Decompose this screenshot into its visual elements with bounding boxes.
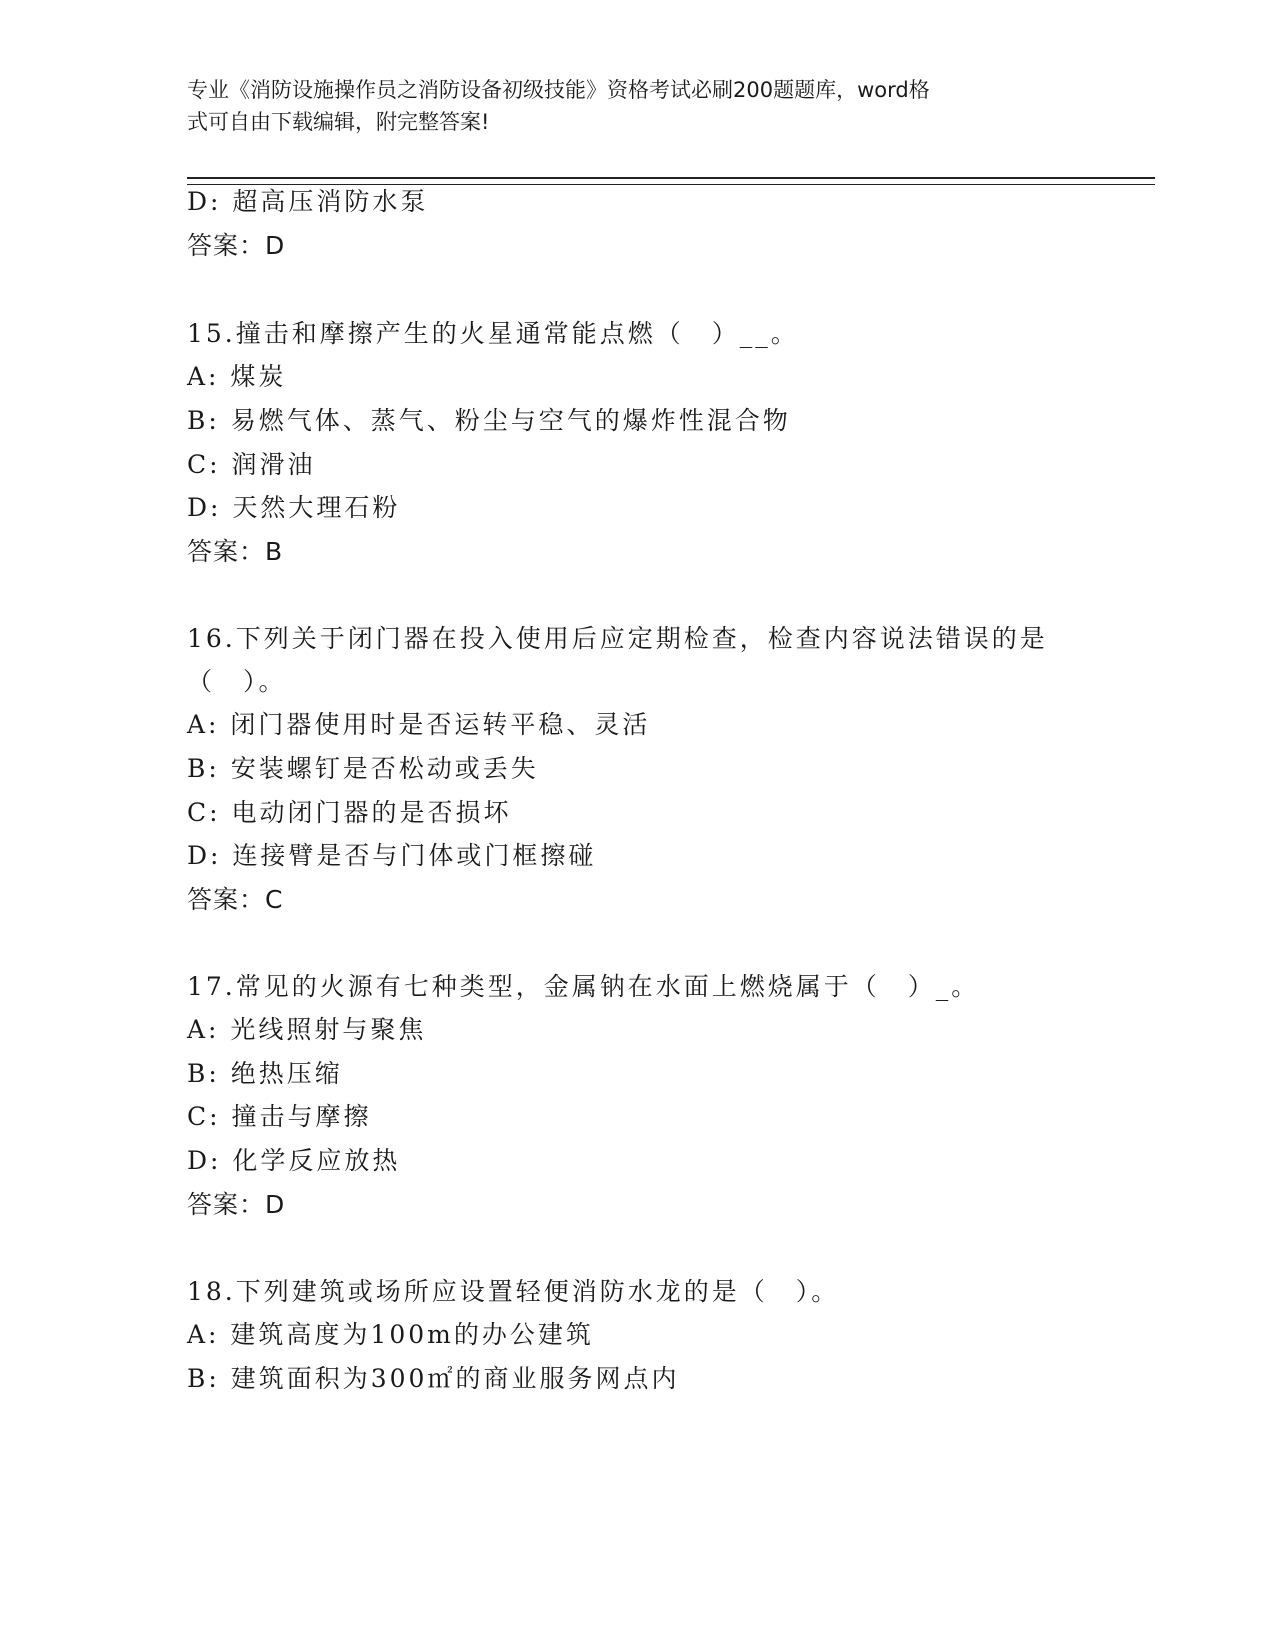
q14-answer: 答案：D bbox=[187, 231, 286, 260]
q16-question-line-1: 16.下列关于闭门器在投入使用后应定期检查，检查内容说法错误的是 bbox=[187, 624, 1048, 653]
q16-question-line-2: （ ）。 bbox=[187, 667, 287, 696]
q14-option-d: D: 超高压消防水泵 bbox=[187, 187, 429, 216]
header-line-1: 专业《消防设施操作员之消防设备初级技能》资格考试必刷200题题库，word格 bbox=[187, 78, 930, 102]
q15-option-d: D: 天然大理石粉 bbox=[187, 493, 401, 522]
q17-option-b: B: 绝热压缩 bbox=[187, 1059, 343, 1088]
q16-option-c: C: 电动闭门器的是否损坏 bbox=[187, 798, 512, 827]
q15-option-c: C: 润滑油 bbox=[187, 450, 316, 479]
q17-answer: 答案：D bbox=[187, 1190, 286, 1219]
header-line-2: 式可自由下载编辑，附完整答案! bbox=[187, 110, 490, 134]
q18-option-b: B: 建筑面积为300㎡的商业服务网点内 bbox=[187, 1364, 680, 1393]
q15-option-b: B: 易燃气体、蒸气、粉尘与空气的爆炸性混合物 bbox=[187, 406, 791, 435]
q17-option-a: A: 光线照射与聚焦 bbox=[187, 1015, 427, 1044]
q17-question: 17.常见的火源有七种类型，金属钠在水面上燃烧属于（ ）_。 bbox=[187, 972, 980, 1001]
q15-option-a: A: 煤炭 bbox=[187, 362, 287, 391]
q18-option-a: A: 建筑高度为100m的办公建筑 bbox=[187, 1320, 594, 1349]
header-divider bbox=[187, 177, 1155, 185]
q15-question: 15.撞击和摩擦产生的火星通常能点燃（ ）__。 bbox=[187, 319, 799, 348]
q16-answer: 答案：C bbox=[187, 885, 284, 914]
q16-option-b: B: 安装螺钉是否松动或丢失 bbox=[187, 754, 539, 783]
q15-answer: 答案：B bbox=[187, 537, 284, 566]
q17-option-c: C: 撞击与摩擦 bbox=[187, 1102, 372, 1131]
q16-option-a: A: 闭门器使用时是否运转平稳、灵活 bbox=[187, 710, 651, 739]
q17-option-d: D: 化学反应放热 bbox=[187, 1146, 401, 1175]
document-header bbox=[187, 74, 1067, 138]
q18-question: 18.下列建筑或场所应设置轻便消防水龙的是（ ）。 bbox=[187, 1277, 840, 1306]
q16-option-d: D: 连接臂是否与门体或门框擦碰 bbox=[187, 841, 597, 870]
